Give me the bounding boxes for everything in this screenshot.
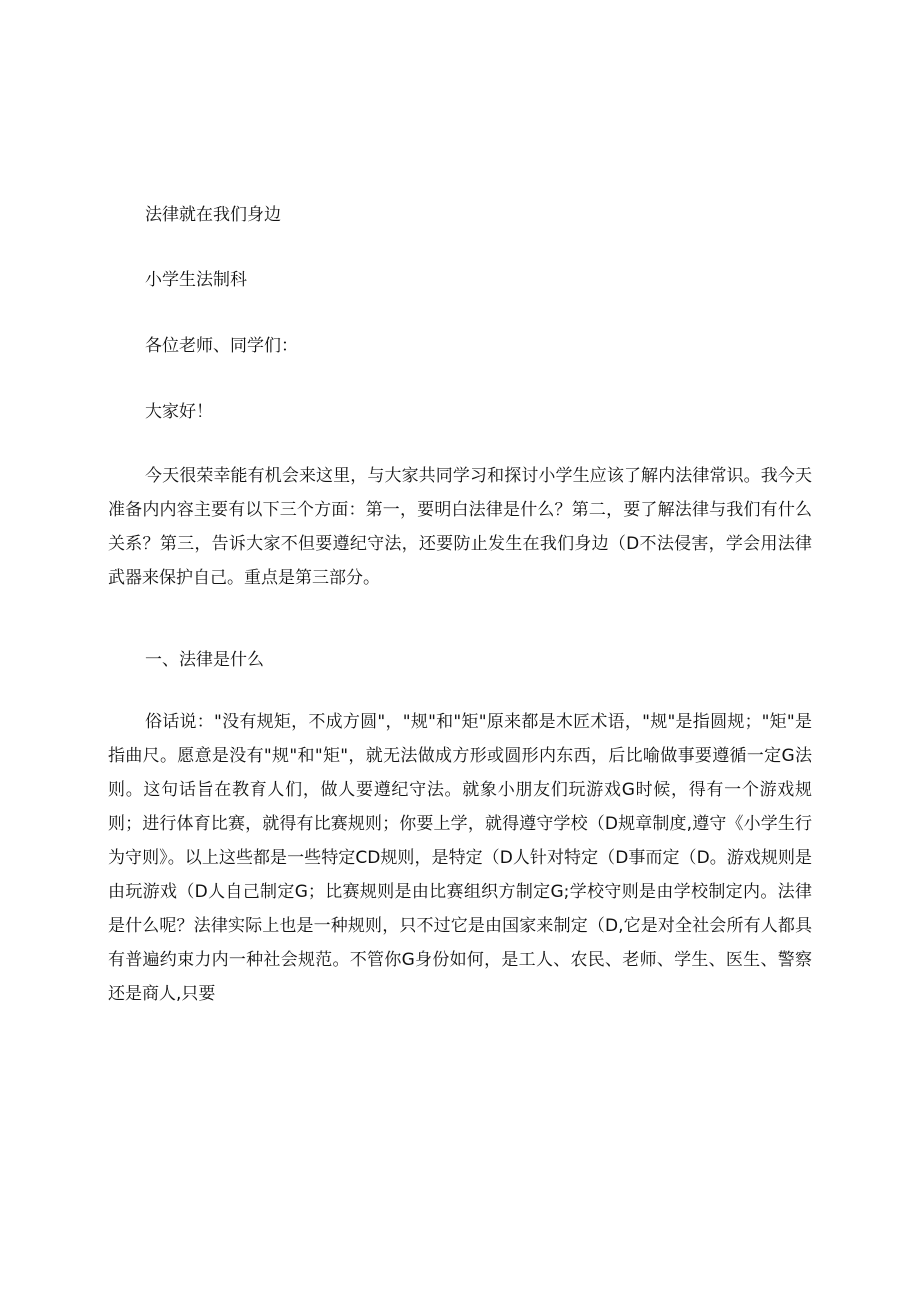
section-heading: 一、法律是什么 <box>145 650 264 670</box>
salutation: 各位老师、同学们： <box>145 336 298 356</box>
section-paragraph: 俗话说："没有规矩，不成方圆"，"规"和"矩"原来都是木匠术语，"规"是指圆规；"矩"是指曲尺。愿意是没有"规"和"矩"，就无法做成方形或圆形内东西，后比喻做事要遵循一定G法则。这句话旨在教育人们，做人要遵纪守法。就象小朋友们玩游戏G时候，得有一个游戏规则；进行体育比赛，就得有比赛规则；你要上学，就得遵守学校（D规章制度,遵守《小学生行为守则》。以上这些都是一些特定CD规则，是特定（D人针对特定（D事而定（D。游戏规则是由玩游戏（D人自己制定G；比赛规则是由比赛组织方制定G;学校守则是由学校制定内。法律是什么呢？法律实际上也是一种规则，只不过它是由国家来制定（D,它是对全社会所有人都具有普遍约束力内一种社会规范。不管你G身份如何，是工人、农民、老师、学生、医生、警察还是商人,只要 <box>108 712 812 1004</box>
document-subtitle: 小学生法制科 <box>145 270 247 290</box>
document-title: 法律就在我们身边 <box>145 205 281 225</box>
intro-paragraph: 今天很荣幸能有机会来这里，与大家共同学习和探讨小学生应该了解内法律常识。我今天准备内内容主要有以下三个方面：第一，要明白法律是什么？第二，要了解法律与我们有什么关系？第三，告诉大家不但要遵纪守法，还要防止发生在我们身边（D不法侵害，学会用法律武器来保护自己。重点是第三部分。 <box>108 466 812 588</box>
greeting: 大家好！ <box>145 402 213 422</box>
